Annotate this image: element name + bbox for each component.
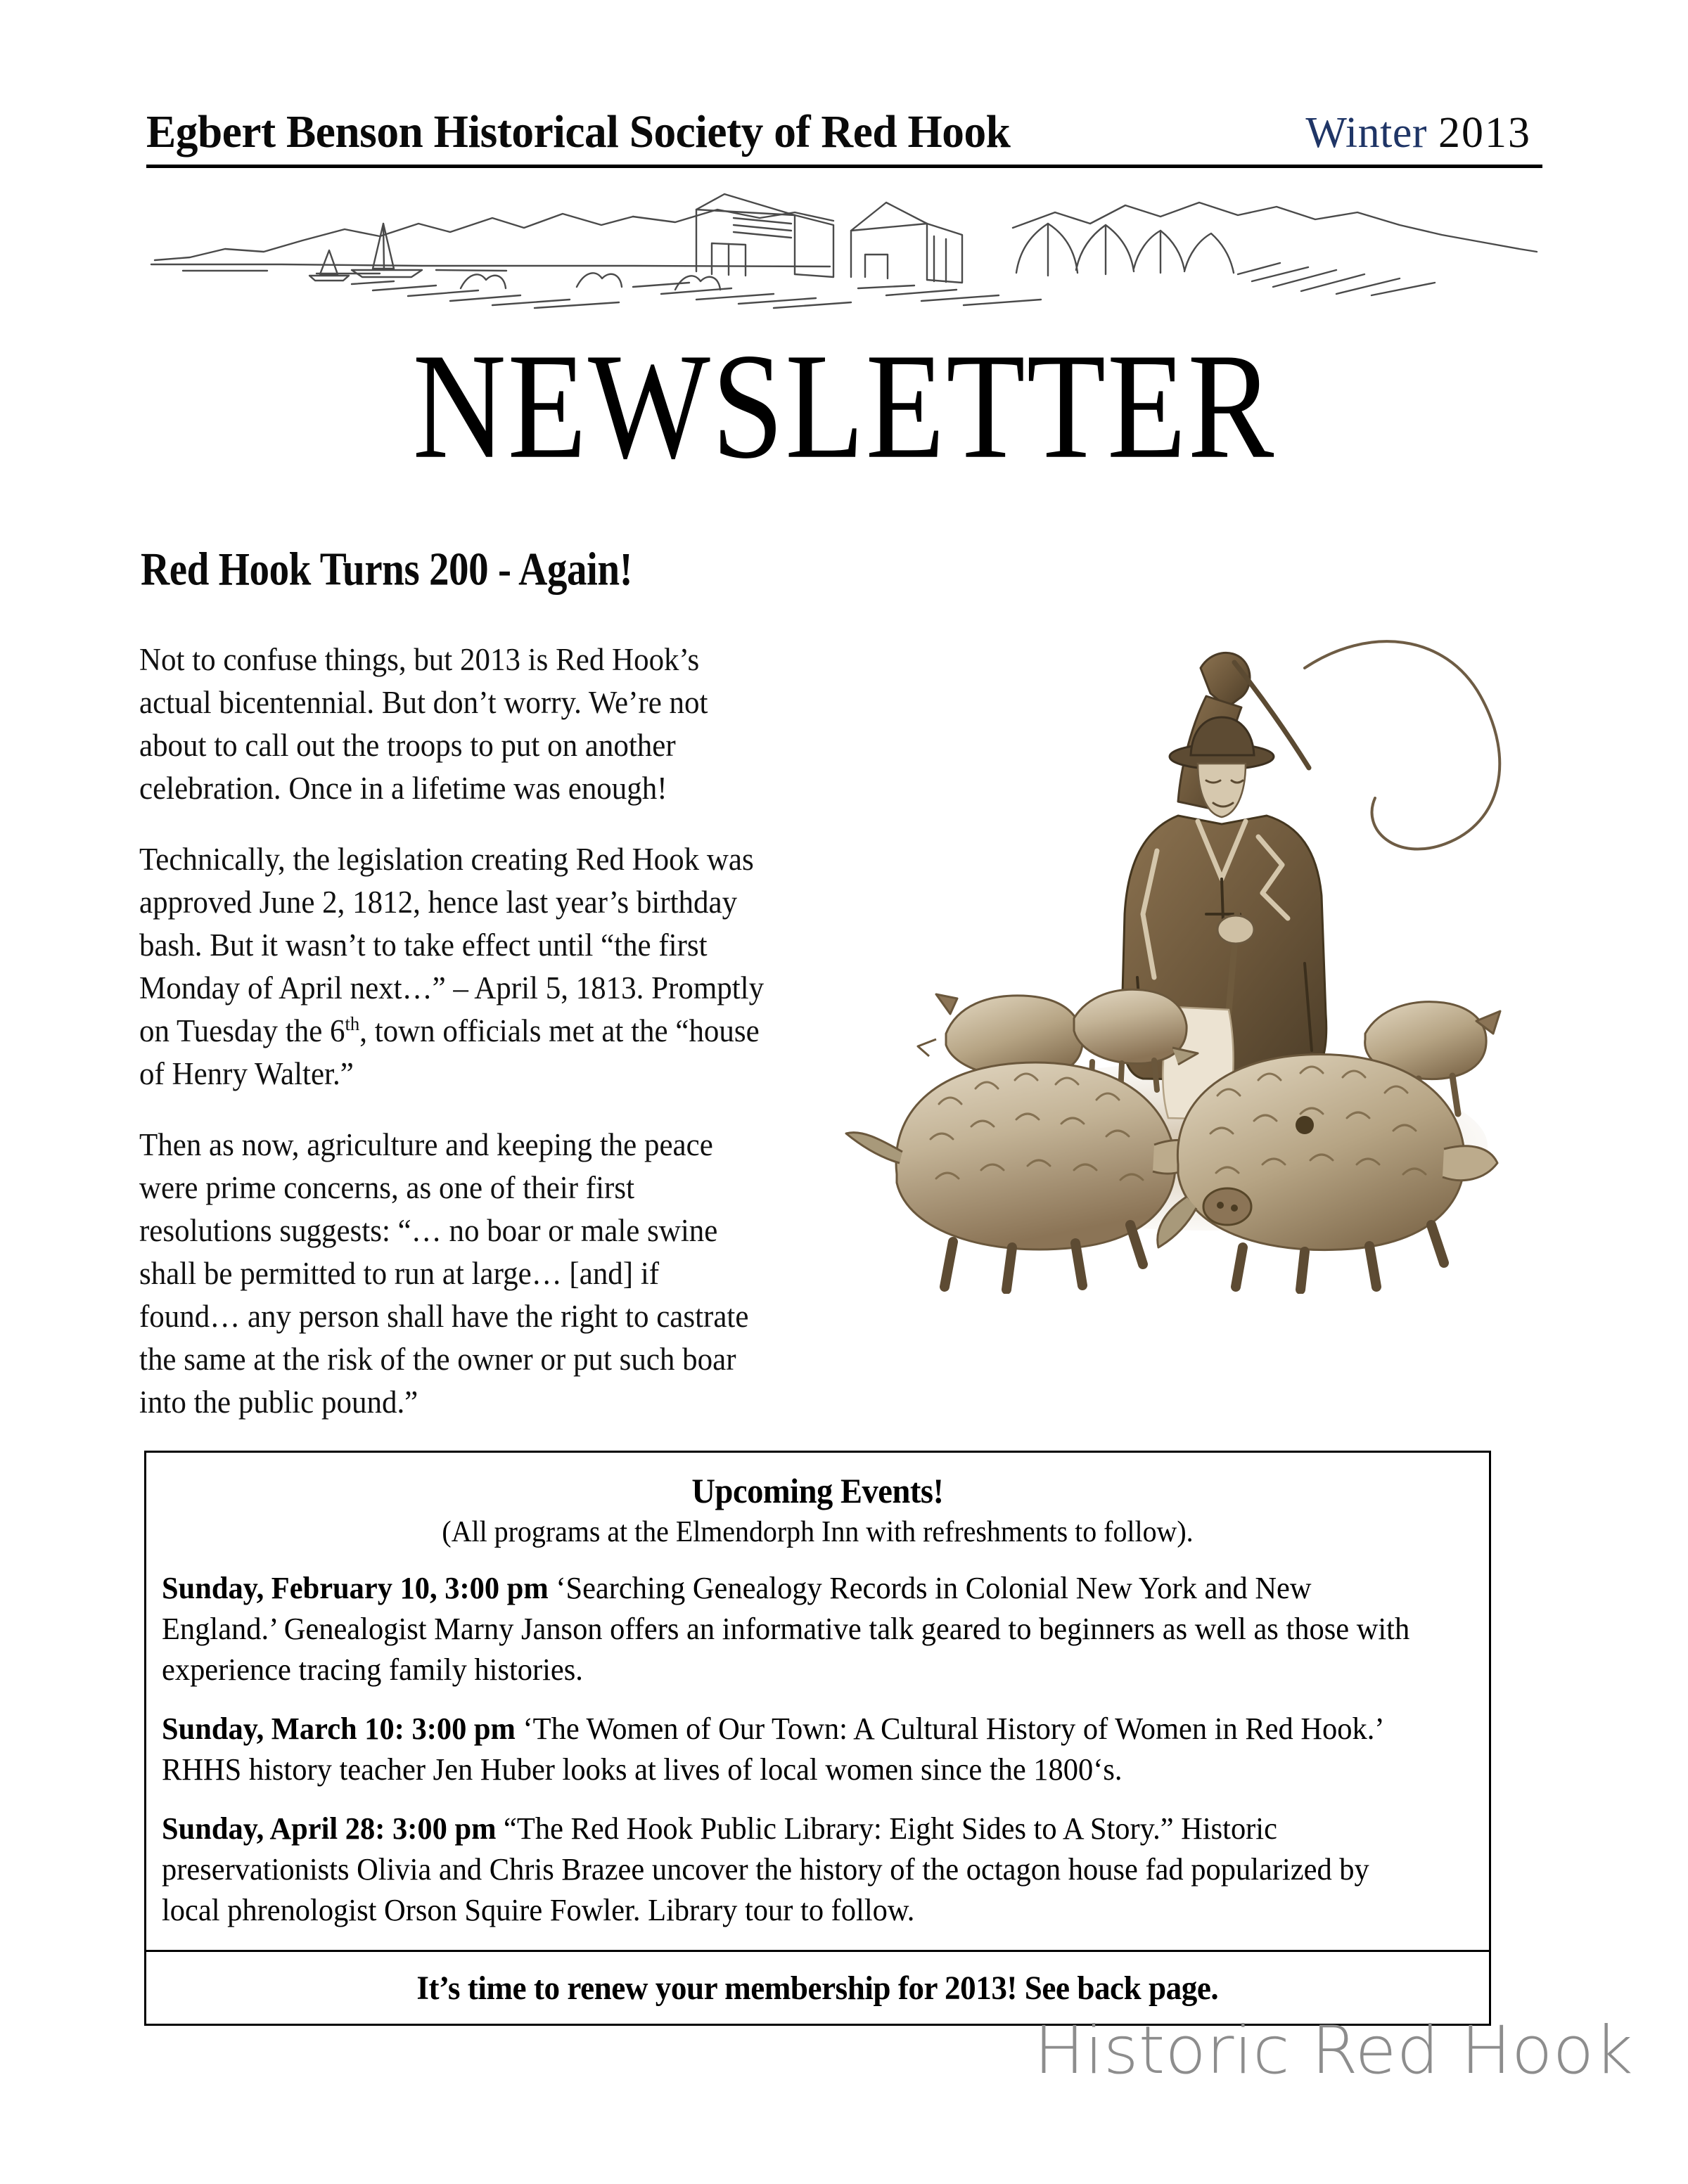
event-3-when: Sunday, April 28: 3:00 pm — [162, 1811, 497, 1846]
article-body — [139, 638, 793, 1424]
society-name: Egbert Benson Historical Society of Red Hook — [146, 106, 1011, 158]
event-item-3 — [162, 1809, 1428, 1931]
village-landscape-vignette-icon — [141, 181, 1547, 319]
event-item-2 — [162, 1709, 1428, 1790]
paragraph-2-part-1: Technically, the legislation creating Red Hook was approved June 2, 1812, hence last year’s birthday bash. But it wasn’t to take effect until “the first Monday of April next…” – April 5, 1813. Promptly on Tuesday the 6 — [139, 842, 765, 1048]
issue-year: 2013 — [1438, 109, 1531, 157]
event-2-when: Sunday, March 10: 3:00 pm — [162, 1711, 516, 1747]
watermark: Historic Red Hook — [1034, 2012, 1633, 2089]
masthead — [146, 105, 1542, 168]
issue-date — [1305, 108, 1542, 158]
article-headline: Red Hook Turns 200 - Again! — [141, 544, 633, 596]
article-paragraph-1: Not to confuse things, but 2013 is Red Hook’s actual bicentennial. But don’t worry. We’re not about to call out the troops to put on another celebration. Once in a lifetime was enough! — [139, 642, 708, 806]
events-subtitle: (All programs at the Elmendorph Inn with refreshments to follow). — [442, 1516, 1194, 1548]
article-paragraph-2 — [139, 838, 764, 1096]
upcoming-events-box — [144, 1451, 1491, 1954]
events-title: Upcoming Events! — [691, 1471, 944, 1510]
event-item-1 — [162, 1568, 1428, 1690]
membership-renewal-text: It’s time to renew your membership for 2013! See back page. — [416, 1969, 1219, 2007]
masthead-line — [146, 105, 1542, 163]
article-paragraph-3: Then as now, agriculture and keeping the peace were prime concerns, as one of their first resolutions suggests: “… no boar or male swine shall be permitted to run at large… [and] if found… any person shall have the right to castrate the same at the risk of the owner or put such boar into the public pound.” — [139, 1127, 749, 1420]
event-1-when: Sunday, February 10, 3:00 pm — [162, 1571, 549, 1606]
ordinal-superscript: th — [345, 1013, 360, 1035]
masthead-rule — [146, 165, 1542, 168]
event-3-description: “The Red Hook Public Library: Eight Sides to A Story.” Historic preservationists Olivia and Chris Brazee uncover the history of the octagon house fad popularized by local phrenologist Orson Squire Fowler. Library tour to follow. — [162, 1811, 1369, 1928]
page-title: NEWSLETTER — [412, 322, 1276, 491]
issue-season: Winter — [1305, 109, 1427, 157]
paragraph-2-part-2: , town officials met at the “house of Henry Walter.” — [139, 1013, 760, 1091]
event-2-description: ‘The Women of Our Town: A Cultural History of Women in Red Hook.’ RHHS history teacher Jen Huber looks at lives of local women since the 1800‘s. — [162, 1711, 1383, 1787]
swine-drover-with-whip-and-boars-engraving-icon — [812, 584, 1572, 1294]
event-1-description: ‘Searching Genealogy Records in Colonial New York and New England.’ Genealogist Marny Janson offers an informative talk geared to beginners as well as those with experience tracing family histories. — [162, 1571, 1410, 1688]
